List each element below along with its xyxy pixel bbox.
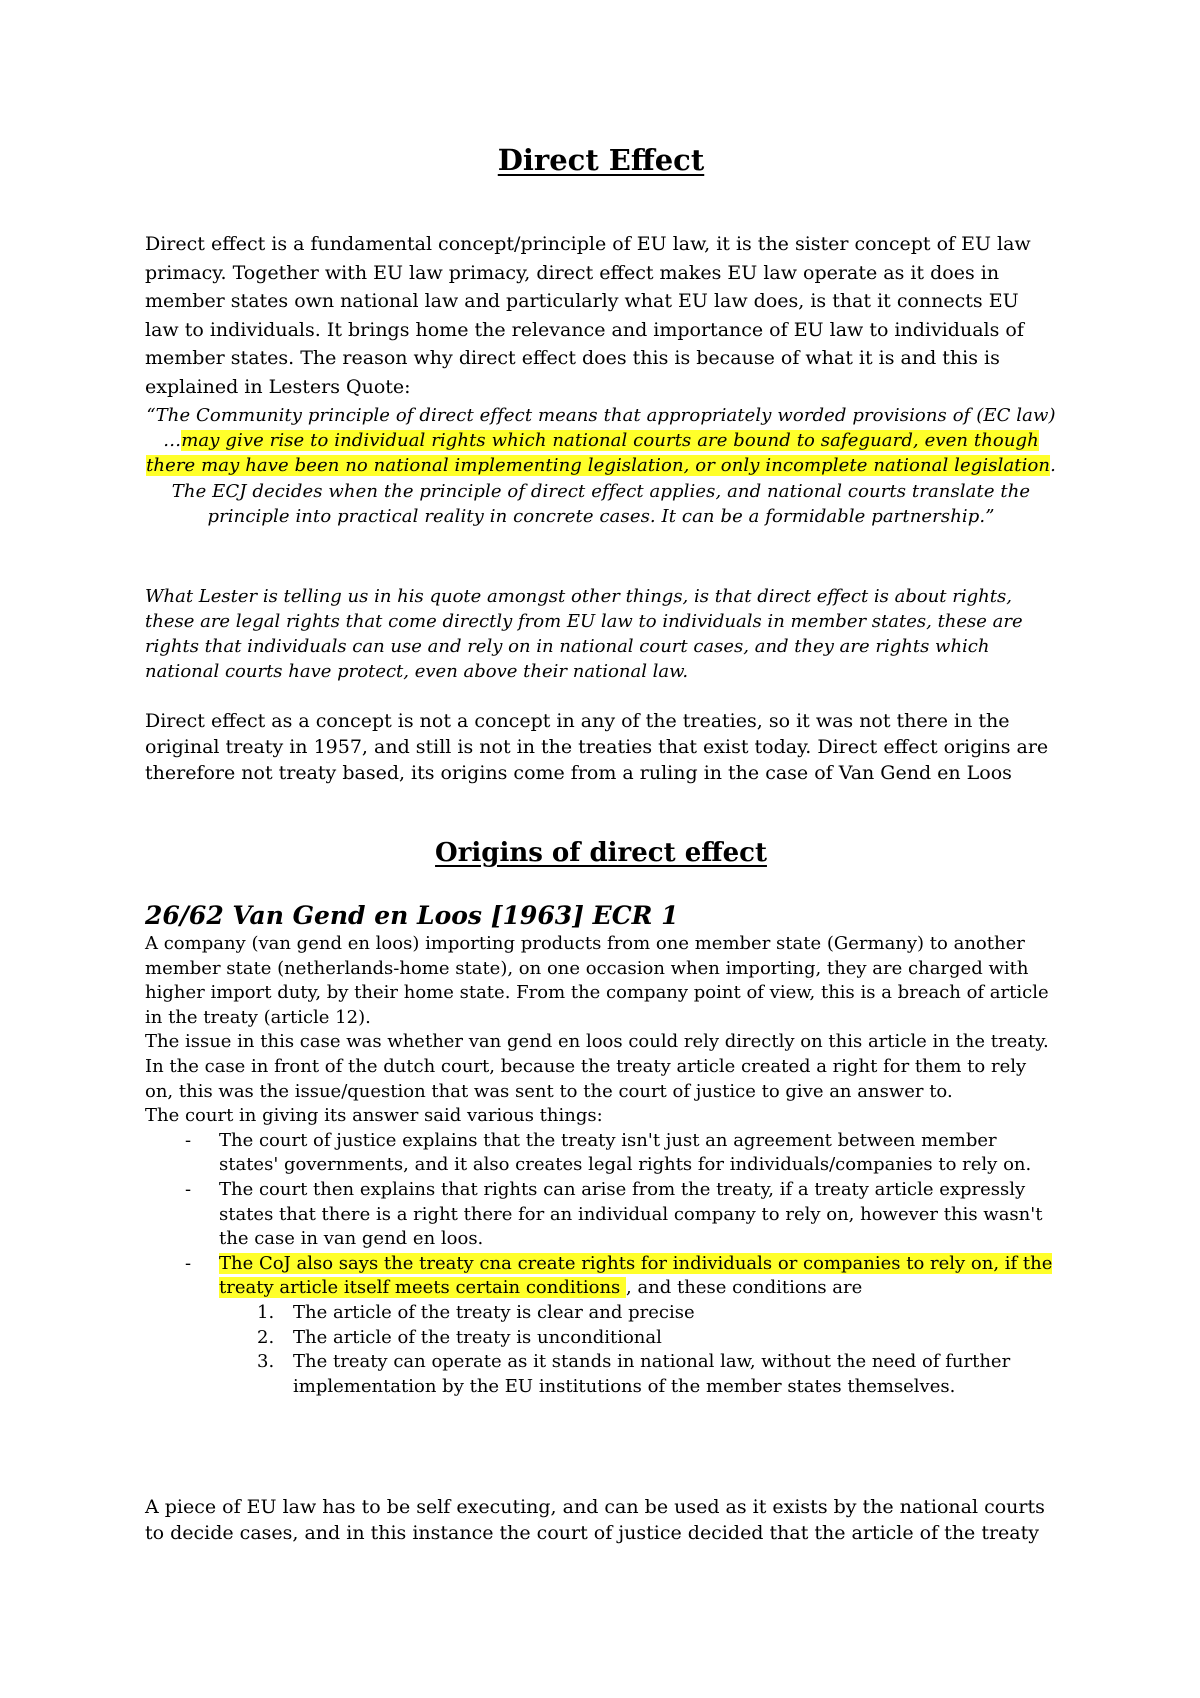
bullet-text: The court of justice explains that the treaty isn't just an agreement between member states' governments, and it also creates legal rights for individuals/companies to rely on. <box>219 1129 1032 1176</box>
page-title: Direct Effect <box>497 143 705 177</box>
condition-number: 2. <box>257 1326 275 1348</box>
bullet-marker: - <box>185 1129 192 1151</box>
bullet-text: The court then explains that rights can arise from the treaty, if a treaty article expressly states that there is a right there for an individual company to rely on, however this wasn't the case in van gend en loos. <box>219 1178 1043 1250</box>
intro-paragraph: Direct effect is a fundamental concept/principle of EU law, it is the sister concept of EU law primacy. Together with EU law primacy, direct effect makes EU law operate as it does in member states own national law and particularly what EU law does, is that it connects EU law to individuals. It brings home the relevance and importance of EU law to individuals of member states. The reason why direct effect does this is because of what it is and this is explained in Lesters Quote: <box>145 233 1031 398</box>
list-item <box>257 1326 1057 1351</box>
list-item <box>145 1252 1057 1301</box>
bullet-marker: - <box>185 1252 192 1274</box>
condition-number: 3. <box>257 1351 275 1373</box>
list-item <box>257 1350 1057 1399</box>
condition-text: The article of the treaty is clear and precise <box>293 1301 695 1323</box>
quote-part-1: “The Community principle of direct effect means that appropriately worded provisions of (EC law) … <box>146 405 1056 452</box>
bullet-marker: - <box>185 1178 192 1200</box>
condition-text: The article of the treaty is unconditional <box>293 1326 662 1348</box>
case-issue: The issue in this case was whether van gend en loos could rely directly on this article in the treaty. In the case in front of the dutch court, because the treaty article created a right for them to rely on, this was the issue/question that was sent to the court of justice to give an answer to. <box>145 1031 1049 1102</box>
lester-explanation-paragraph: What Lester is telling us in his quote amongst other things, is that direct effect is about rights, these are legal rights that come directly from EU law to individuals in member states, these are rights that individuals can use and rely on in national court cases, and they are rights which national courts have protect, even above their national law. <box>145 586 1023 682</box>
condition-number: 1. <box>257 1301 275 1323</box>
bullet-text: , and these conditions are <box>626 1277 863 1299</box>
condition-text: The treaty can operate as it stands in national law, without the need of further implementation by the EU institutions of the member states themselves. <box>293 1351 1011 1397</box>
case-body <box>145 932 1057 1399</box>
court-intro: The court in giving its answer said various things: <box>145 1105 603 1127</box>
final-paragraph: A piece of EU law has to be self executing, and can be used as it exists by the national courts to decide cases, and in this instance the court of justice decided that the article of the treaty <box>145 1496 1045 1544</box>
conditions-list <box>257 1301 1057 1399</box>
list-item <box>145 1129 1057 1178</box>
section-heading: Origins of direct effect <box>435 838 767 868</box>
quote-part-2: . The ECJ decides when the principle of direct effect applies, and national courts translate the principle into practical reality in concrete cases. It can be a formidable partnership.” <box>171 455 1056 527</box>
conditions-wrapper <box>145 1301 1057 1399</box>
origin-paragraph: Direct effect as a concept is not a concept in any of the treaties, so it was not there in the original treaty in 1957, and still is not in the treaties that exist today. Direct effect origins are therefore not treaty based, its origins come from a ruling in the case of Van Gend en Loos <box>145 710 1049 784</box>
list-item <box>257 1301 1057 1326</box>
quote-highlighted-text: may give rise to individual rights which national courts are bound to safeguard, even though there may have been no national implementing legislation, or only incomplete national legislation <box>146 430 1051 477</box>
court-points-list <box>145 1129 1057 1301</box>
case-facts: A company (van gend en loos) importing products from one member state (Germany) to another member state (netherlands-home state), on one occasion when importing, they are charged with higher import duty, by their home state. From the company point of view, this is a breach of article in the treaty (article 12). <box>145 933 1049 1028</box>
list-item <box>145 1178 1057 1252</box>
lester-quote <box>145 403 1057 529</box>
bullet-highlighted-text: The CoJ also says the treaty cna create rights for individuals or companies to rely on, if the treaty article itself meets certain conditions <box>219 1252 1053 1299</box>
case-heading: 26/62 Van Gend en Loos [1963] ECR 1 <box>145 901 679 930</box>
